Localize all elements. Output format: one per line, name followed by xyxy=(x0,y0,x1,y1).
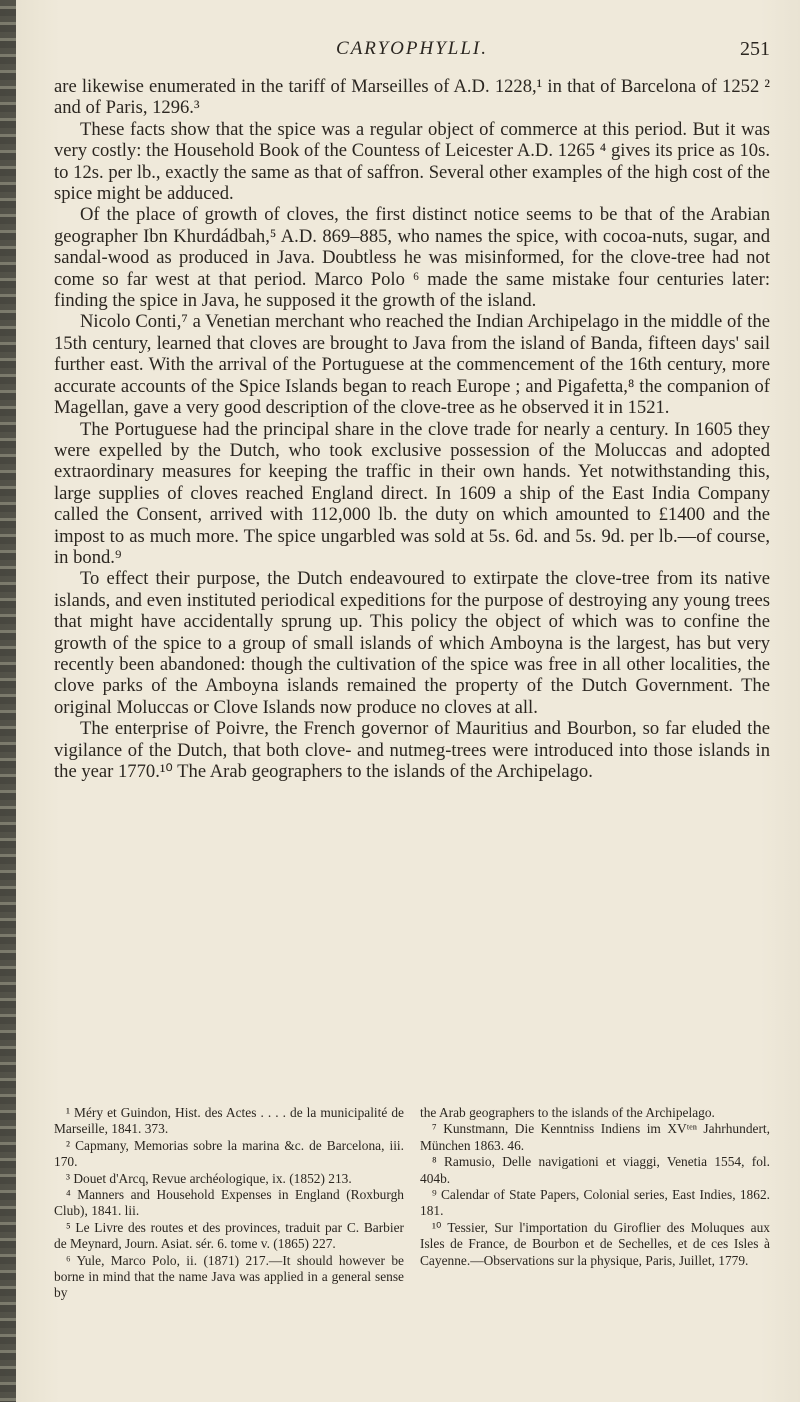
paragraph: To effect their purpose, the Dutch endeavoured to extirpate the clove-tree from its native islands, and even instituted periodical expeditions for the purpose of destroying any young trees that might have accidentally sprung up. This policy the object of which was to confine the growth of the spice to a group of small islands of which Amboyna is the largest, has but very recently been abandoned: though the cultivation of the spice was free in all other localities, the clove parks of the Amboyna islands remained the property of the Dutch Government. The original Moluccas or Clove Islands now produce no cloves at all. xyxy=(54,568,770,718)
footnotes xyxy=(54,1105,770,1302)
paragraph: Nicolo Conti,⁷ a Venetian merchant who reached the Indian Archipelago in the middle of the 15th century, learned that cloves are brought to Java from the island of Banda, fifteen days' sail further east. With the arrival of the Portuguese at the commencement of the 16th century, more accurate accounts of the Spice Islands began to reach Europe ; and Pigafetta,⁸ the companion of Magellan, gave a very good description of the clove-tree as he observed it in 1521. xyxy=(54,311,770,419)
paragraph: Of the place of growth of cloves, the first distinct notice seems to be that of the Arabian geographer Ibn Khurdádbah,⁵ A.D. 869–885, who names the spice, with cocoa-nuts, sugar, and sandal-wood as produced in Java. Doubtless he was misinformed, for the clove-tree had not come so far west at that period. Marco Polo ⁶ made the same mistake four centuries later: finding the spice in Java, he supposed it the growth of the island. xyxy=(54,204,770,312)
page-number: 251 xyxy=(740,38,770,60)
paragraph: These facts show that the spice was a regular object of commerce at this period. But it was very costly: the Household Book of the Countess of Leicester A.D. 1265 ⁴ gives its price as 10s. to 12s. per lb., exactly the same as that of saffron. Several other examples of the high cost of the spice might be adduced. xyxy=(54,118,770,205)
footnotes-left-column xyxy=(54,1105,404,1302)
footnote: ¹ Méry et Guindon, Hist. des Actes . . . . de la municipalité de Marseille, 1841. 373. xyxy=(54,1105,404,1137)
body-text xyxy=(54,76,770,782)
page-header xyxy=(54,38,770,68)
footnote: ⁷ Kunstmann, Die Kenntniss Indiens im XVᵗᵉⁿ Jahrhundert, München 1863. 46. xyxy=(420,1121,770,1153)
footnote: ⁶ Yule, Marco Polo, ii. (1871) 217.—It should however be borne in mind that the name Java was applied in a general sense by xyxy=(54,1252,404,1301)
binding-gutter xyxy=(0,0,16,1402)
footnote: ⁹ Calendar of State Papers, Colonial series, East Indies, 1862. 181. xyxy=(420,1187,770,1219)
paragraph: are likewise enumerated in the tariff of Marseilles of A.D. 1228,¹ in that of Barcelona of 1252 ² and of Paris, 1296.³ xyxy=(54,76,770,119)
paragraph: The enterprise of Poivre, the French governor of Mauritius and Bourbon, so far eluded the vigilance of the Dutch, that both clove- and nutmeg-trees were introduced into those islands in the year 1770.¹⁰ The Arab geographers to the islands of the Archipelago. xyxy=(54,718,770,782)
running-head: CARYOPHYLLI. xyxy=(336,38,488,59)
footnote: ⁸ Ramusio, Delle navigationi et viaggi, Venetia 1554, fol. 404b. xyxy=(420,1154,770,1186)
footnote: ² Capmany, Memorias sobre la marina &c. de Barcelona, iii. 170. xyxy=(54,1137,404,1170)
footnote: the Arab geographers to the islands of the Archipelago. xyxy=(420,1105,715,1120)
footnote: ³ Douet d'Arcq, Revue archéologique, ix. (1852) 213. xyxy=(66,1170,352,1186)
footnotes-right-column xyxy=(420,1105,770,1302)
footnote: ⁴ Manners and Household Expenses in England (Roxburgh Club), 1841. lii. xyxy=(54,1187,404,1219)
footnote: ⁵ Le Livre des routes et des provinces, traduit par C. Barbier de Meynard, Journ. Asiat. sér. 6. tome v. (1865) 227. xyxy=(54,1219,404,1252)
paragraph: The Portuguese had the principal share in the clove trade for nearly a century. In 1605 they were expelled by the Dutch, who took exclusive possession of the Moluccas and adopted extraordinary measures for keeping the traffic in their own hands. Yet notwithstanding this, large supplies of cloves reached England direct. In 1609 a ship of the East India Company called the Consent, arrived with 112,000 lb. the duty on which amounted to £1400 and the impost to as much more. The spice ungarbled was sold at 5s. 6d. and 5s. 9d. per lb.—of course, in bond.⁹ xyxy=(54,418,770,568)
footnote: ¹⁰ Tessier, Sur l'importation du Giroflier des Moluques aux Isles de France, de Bourbon et de Sechelles, et de ces Isles à Cayenne.—Observations sur la physique, Paris, Juillet, 1779. xyxy=(420,1219,770,1268)
